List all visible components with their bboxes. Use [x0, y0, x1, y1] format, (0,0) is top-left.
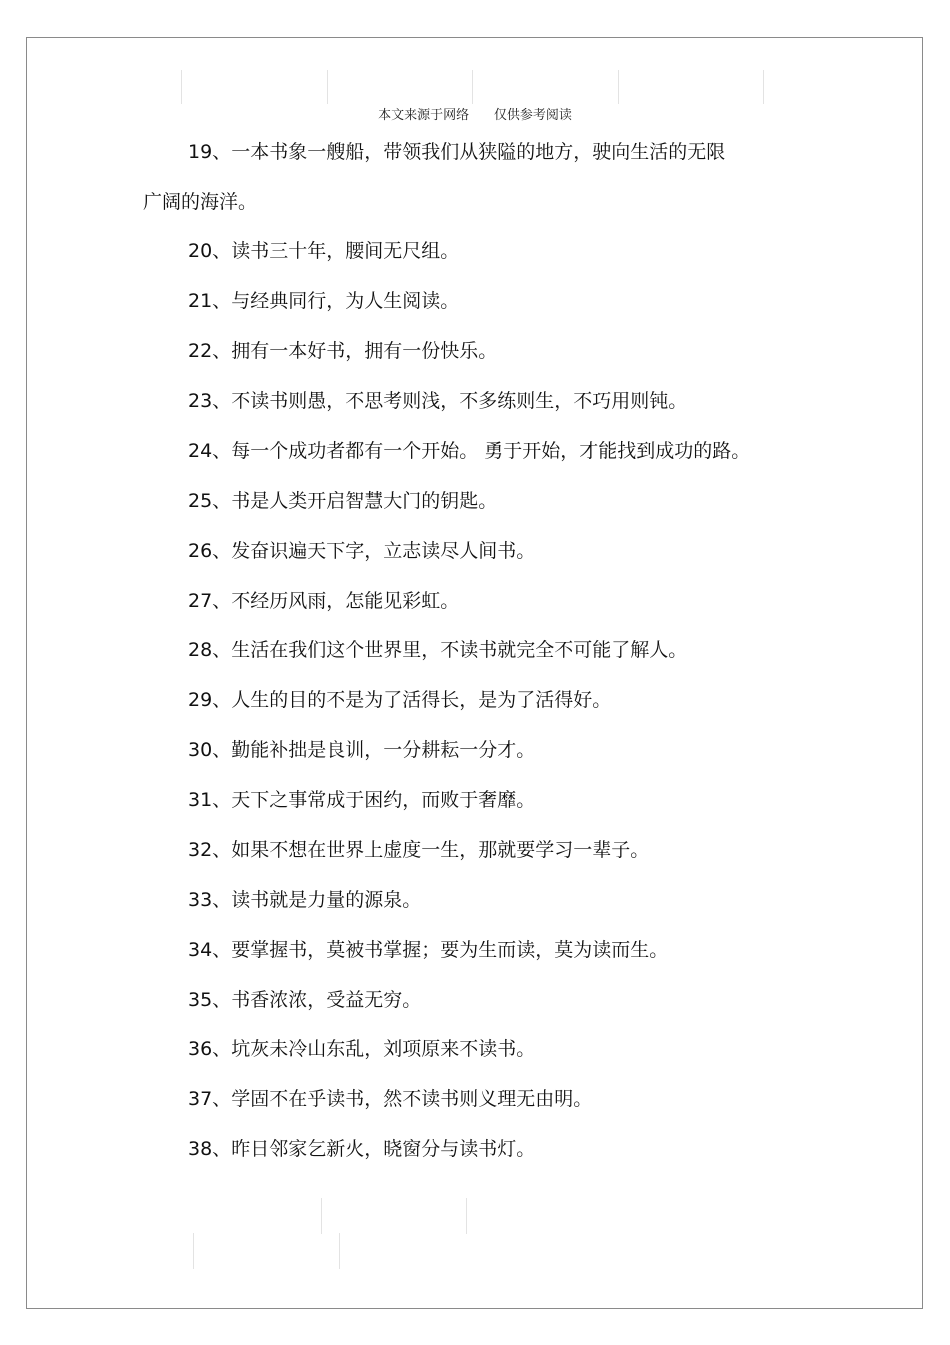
- footer-rule: [339, 1233, 340, 1269]
- item-text: 读书三十年，腰间无尺组。: [231, 240, 460, 262]
- item-text: 书是人类开启智慧大门的钥匙。: [231, 490, 498, 512]
- item-text: 天下之事常成于困约，而败于奢靡。: [231, 789, 536, 811]
- item-number: 33、: [188, 889, 232, 911]
- item-text: 发奋识遍天下字，立志读尽人间书。: [231, 540, 536, 562]
- item-text: 书香浓浓，受益无穷。: [231, 989, 422, 1011]
- item-text: 生活在我们这个世界里，不读书就完全不可能了解人。: [231, 639, 688, 661]
- source-note: 本文来源于网络 仅供参考阅读: [378, 108, 572, 123]
- item-number: 34、: [188, 939, 232, 961]
- item-text: 不经历风雨，怎能见彩虹。: [231, 590, 460, 612]
- item-number: 29、: [188, 689, 232, 711]
- item-number: 36、: [188, 1038, 232, 1060]
- list-item: [188, 888, 421, 912]
- item-number: 31、: [188, 789, 232, 811]
- list-item: [188, 389, 687, 413]
- header-rule: [181, 70, 182, 104]
- header-rule: [472, 70, 473, 104]
- list-item: [188, 439, 750, 463]
- page-border: [26, 37, 923, 1309]
- list-item: [188, 638, 687, 662]
- item-text: 坑灰未冷山东乱，刘项原来不读书。: [231, 1038, 536, 1060]
- header-rule: [618, 70, 619, 104]
- item-text: 昨日邻家乞新火，晓窗分与读书灯。: [231, 1138, 536, 1160]
- list-item: [188, 539, 535, 563]
- item-text: 学固不在乎读书，然不读书则义理无由明。: [231, 1088, 593, 1110]
- item-number: 25、: [188, 490, 232, 512]
- item-text: 每一个成功者都有一个开始。 勇于开始，才能找到成功的路。: [231, 440, 751, 462]
- list-item: [188, 938, 668, 962]
- footer-rule: [193, 1233, 194, 1269]
- item-number: 27、: [188, 590, 232, 612]
- list-item: [188, 838, 649, 862]
- list-item: [188, 1087, 592, 1111]
- list-item: [188, 788, 535, 812]
- item-text: 要掌握书，莫被书掌握；要为生而读，莫为读而生。: [231, 939, 669, 961]
- item-text: 如果不想在世界上虚度一生，那就要学习一辈子。: [231, 839, 650, 861]
- item-number: 21、: [188, 290, 232, 312]
- item-number: 28、: [188, 639, 232, 661]
- list-item: [188, 339, 497, 363]
- item-text: 与经典同行，为人生阅读。: [231, 290, 460, 312]
- item-number: 22、: [188, 340, 232, 362]
- item-text: 不读书则愚，不思考则浅，不多练则生，不巧用则钝。: [231, 390, 688, 412]
- item-number: 30、: [188, 739, 232, 761]
- item-text: 拥有一本好书，拥有一份快乐。: [231, 340, 498, 362]
- list-item: [188, 988, 421, 1012]
- list-item: [188, 688, 611, 712]
- header-rule: [763, 70, 764, 104]
- list-item: [188, 140, 725, 164]
- list-item: [188, 289, 459, 313]
- list-item: [188, 489, 497, 513]
- item-number: 26、: [188, 540, 232, 562]
- item-text: 一本书象一艘船，带领我们从狭隘的地方，驶向生活的无限: [231, 141, 726, 163]
- list-item: [188, 738, 535, 762]
- item-number: 32、: [188, 839, 232, 861]
- list-item-continuation: 广阔的海洋。: [143, 191, 258, 213]
- item-number: 35、: [188, 989, 232, 1011]
- list-item: [188, 589, 459, 613]
- item-number: 20、: [188, 240, 232, 262]
- item-text: 人生的目的不是为了活得长，是为了活得好。: [231, 689, 612, 711]
- footer-rule: [321, 1198, 322, 1234]
- list-item: [188, 1037, 535, 1061]
- item-number: 38、: [188, 1138, 232, 1160]
- item-text: 读书就是力量的源泉。: [231, 889, 422, 911]
- header-rule: [327, 70, 328, 104]
- item-number: 37、: [188, 1088, 232, 1110]
- list-item: [188, 1137, 535, 1161]
- item-text: 勤能补拙是良训，一分耕耘一分才。: [231, 739, 536, 761]
- item-number: 19、: [188, 141, 232, 163]
- footer-rule: [466, 1198, 467, 1234]
- list-item: [188, 239, 459, 263]
- item-number: 23、: [188, 390, 232, 412]
- item-number: 24、: [188, 440, 232, 462]
